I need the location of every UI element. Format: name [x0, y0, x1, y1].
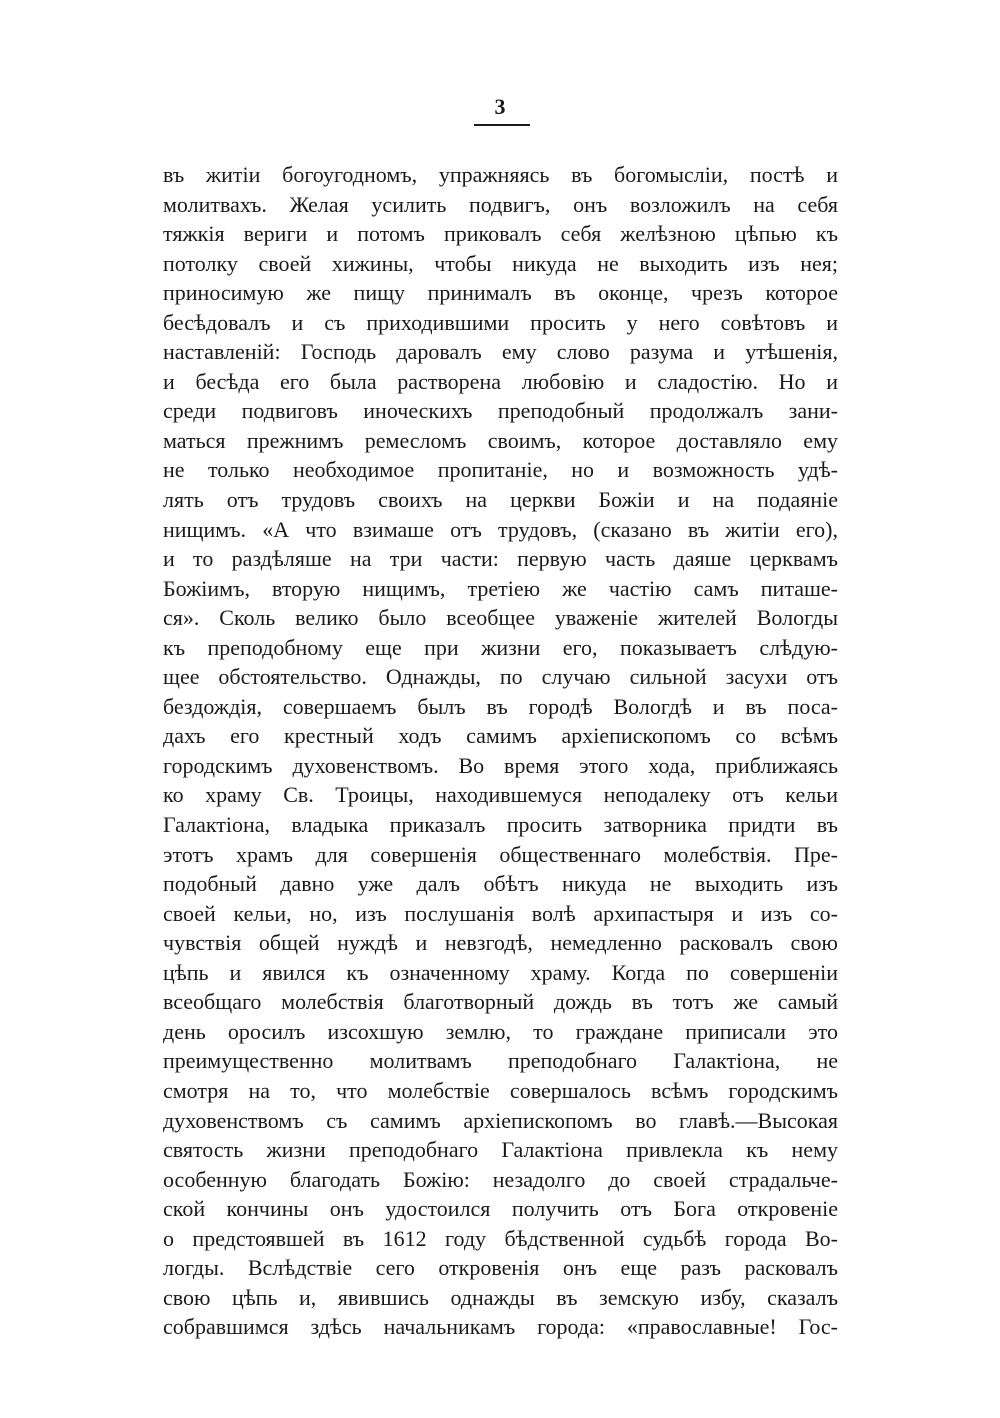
text-line: Галактіона, владыка приказалъ просить затворника придти въ — [163, 812, 838, 838]
text-line: о предстоявшей въ 1612 году бѣдственной судьбѣ города Во- — [163, 1225, 838, 1251]
text-line: день оросилъ изсохшую землю, то граждане приписали это — [163, 1018, 838, 1044]
text-line: смотря на то, что молебствіе совершалось всѣмъ городскимъ — [163, 1077, 838, 1103]
text-line: къ преподобному еще при жизни его, показываетъ слѣдую- — [163, 634, 838, 660]
text-line: ко храму Св. Троицы, находившемуся неподалеку отъ кельи — [163, 782, 838, 808]
text-line: особенную благодать Божію: незадолго до своей страдальче- — [163, 1166, 838, 1192]
text-line: ской кончины онъ удостоился получить отъ Бога откровеніе — [163, 1196, 838, 1222]
text-line: тяжкія вериги и потомъ приковалъ себя желѣзною цѣпью къ — [163, 221, 838, 247]
text-line: наставленій: Господь даровалъ ему слово разума и утѣшенія, — [163, 339, 838, 365]
text-line: лять отъ трудовъ своихъ на церкви Божіи и на подаяніе — [163, 487, 838, 513]
page-number-underline — [474, 124, 530, 126]
text-line: Божіимъ, вторую нищимъ, третіею же частію самъ питаше- — [163, 575, 838, 601]
text-line: молитвахъ. Желая усилить подвигъ, онъ возложилъ на себя — [163, 191, 838, 217]
text-line: собравшимся здѣсь начальникамъ города: «православные! Гос- — [163, 1314, 838, 1340]
text-line: въ житіи богоугодномъ, упражняясь въ богомысліи, постѣ и — [163, 162, 838, 187]
text-line: городскимъ духовенствомъ. Во время этого хода, приближаясь — [163, 752, 838, 778]
text-line: своей кельи, но, изъ послушанія волѣ архипастыря и изъ со- — [163, 900, 838, 926]
text-line: свою цѣпь и, явившись однажды въ земскую избу, сказалъ — [163, 1284, 838, 1310]
text-line: логды. Вслѣдствіе сего откровенія онъ еще разъ расковалъ — [163, 1255, 838, 1281]
text-line: бесѣдовалъ и съ приходившими просить у него совѣтовъ и — [163, 309, 838, 335]
text-line: чувствія общей нуждѣ и невзгодѣ, немедленно расковалъ свою — [163, 930, 838, 956]
text-line: нищимъ. «А что взимаше отъ трудовъ, (сказано въ житіи его), — [163, 516, 838, 542]
text-line: не только необходимое пропитаніе, но и возможность удѣ- — [163, 457, 838, 483]
body-text — [163, 160, 838, 1342]
text-line: маться прежнимъ ремесломъ своимъ, которое доставляло ему — [163, 427, 838, 453]
text-line: потолку своей хижины, чтобы никуда не выходить изъ нея; — [163, 250, 838, 276]
text-line: духовенствомъ съ самимъ архіепископомъ во главѣ.—Высокая — [163, 1107, 838, 1133]
text-line: бездождія, совершаемъ былъ въ городѣ Вологдѣ и въ поса- — [163, 693, 838, 719]
text-line: цѣпь и явился къ означенному храму. Когда по совершеніи — [163, 959, 838, 985]
text-line: приносимую же пищу принималъ въ оконце, чрезъ которое — [163, 280, 838, 306]
text-line: подобный давно уже далъ обѣтъ никуда не выходить изъ — [163, 871, 838, 897]
text-line: дахъ его крестный ходъ самимъ архіепископомъ со всѣмъ — [163, 723, 838, 749]
text-line: ся». Сколь велико было всеобщее уваженіе жителей Вологды — [163, 605, 838, 631]
text-line: и бесѣда его была растворена любовію и сладостію. Но и — [163, 368, 838, 394]
text-line: преимущественно молитвамъ преподобнаго Галактіона, не — [163, 1048, 838, 1074]
text-line: и то раздѣляше на три части: первую часть даяше церквамъ — [163, 546, 838, 572]
page-number: 3 — [494, 94, 506, 119]
text-line: этотъ храмъ для совершенія общественнаго молебствія. Пре- — [163, 841, 838, 867]
text-line: святость жизни преподобнаго Галактіона привлекла къ нему — [163, 1137, 838, 1163]
text-line: среди подвиговъ иноческихъ преподобный продолжалъ зани- — [163, 398, 838, 424]
text-line: всеобщаго молебствія благотворный дождь въ тотъ же самый — [163, 989, 838, 1015]
text-line: щее обстоятельство. Однажды, по случаю сильной засухи отъ — [163, 664, 838, 690]
